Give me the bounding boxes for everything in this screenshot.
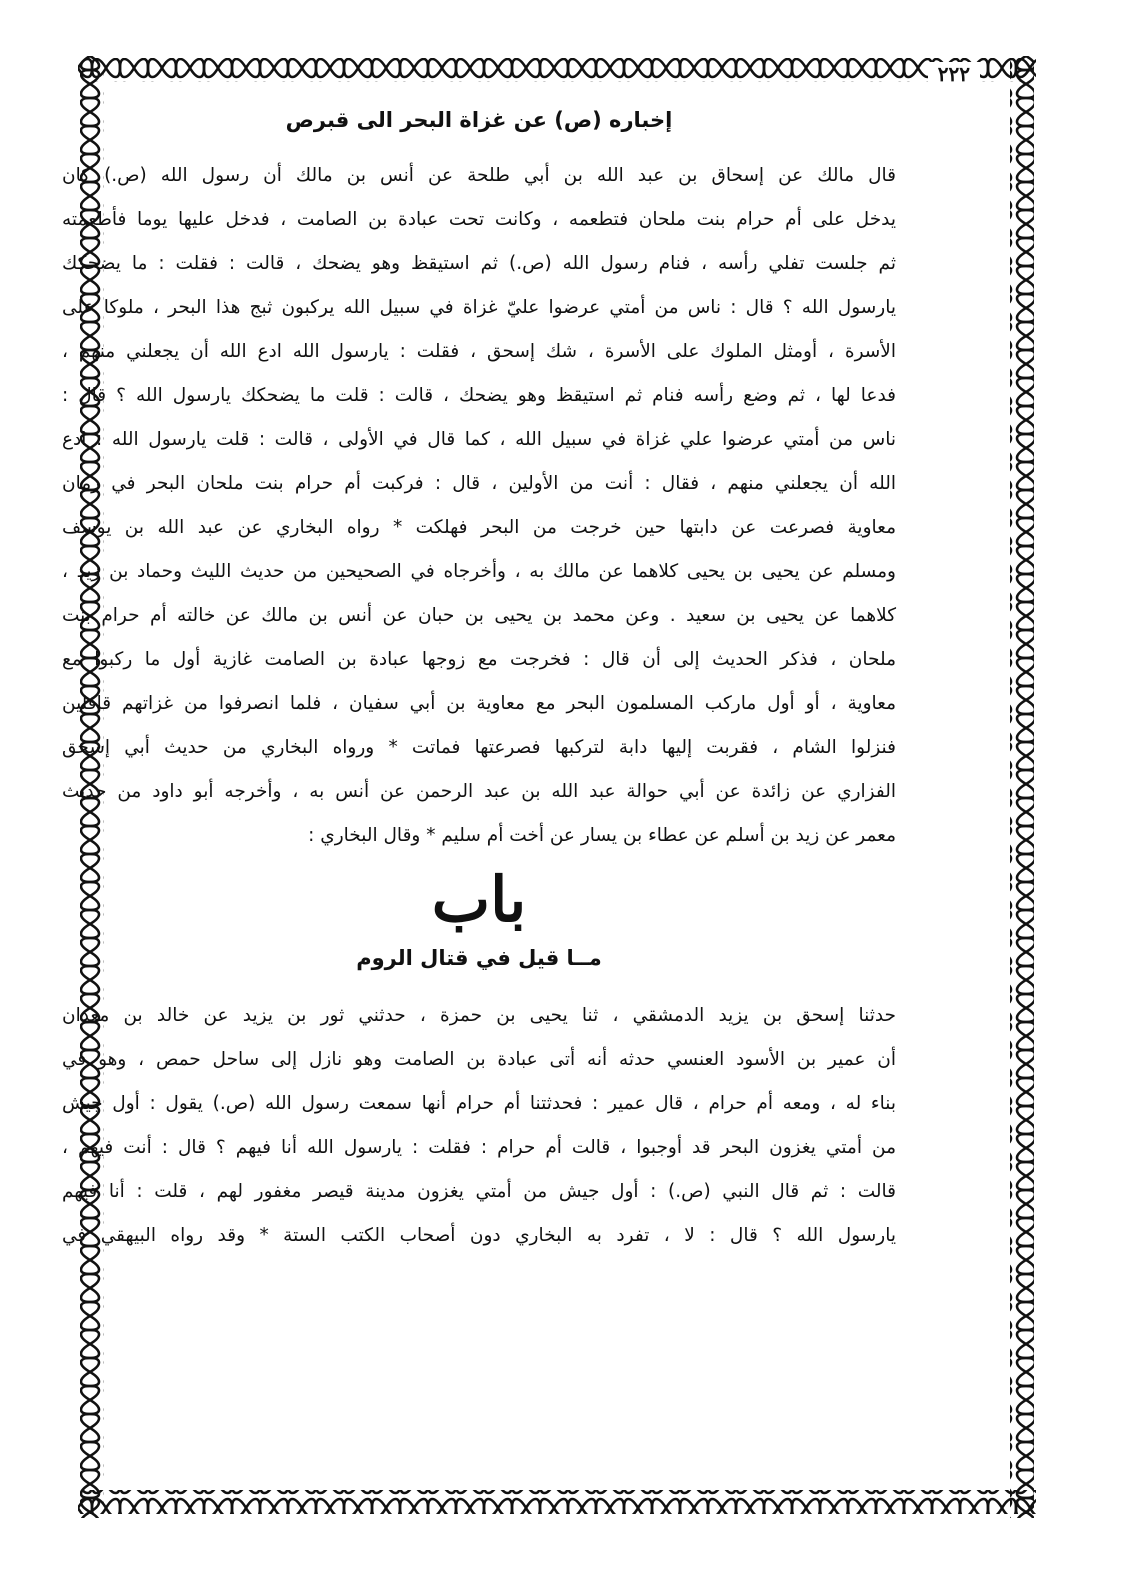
text-line: قالت : ثم قال النبي (ص.) : أول جيش من أمتي يغزون مدينة قيصر مغفور لهم ، قلت : أنا فيهم (62, 1181, 896, 1202)
text-line: ناس من أمتي عرضوا علي غزاة في سبيل الله ، كما قال في الأولى ، قالت : قلت يارسول الله : ادع (62, 429, 896, 450)
text-line: فدعا لها ، ثم وضع رأسه فنام ثم استيقظ وهو يضحك ، قالت : قلت ما يضحكك يارسول الله ؟ قال : (62, 385, 896, 406)
text-line: فنزلوا الشام ، فقربت إليها دابة لتركبها فصرعتها فماتت * ورواه البخاري من حديث أبي إسحق (62, 737, 896, 758)
text-line: الفزاري عن زائدة عن أبي حوالة عبد الله بن عبد الرحمن عن أنس به ، وأخرجه أبو داود من حديث (62, 781, 896, 802)
text-line: معاوية ، أو أول ماركب المسلمون البحر مع معاوية بن أبي سفيان ، فلما انصرفوا من غزاتهم قافلين (62, 693, 896, 714)
text-line: من أمتي يغزون البحر قد أوجبوا ، قالت أم حرام : فقلت : يارسول الله أنا فيهم ؟ قال : أنت فيهم ، (62, 1137, 896, 1158)
text-line: معمر عن زيد بن أسلم عن عطاء بن يسار عن أخت أم سليم * وقال البخاري : (308, 825, 896, 846)
text-line: معاوية فصرعت عن دابتها حين خرجت من البحر فهلكت * رواه البخاري عن عبد الله بن يوسف (62, 517, 896, 538)
text-line: بناء له ، ومعه أم حرام ، قال عمير : فحدثتنا أم حرام أنها سمعت رسول الله (ص.) يقول : أول جيش (62, 1093, 896, 1114)
text-line: ثم جلست تفلي رأسه ، فنام رسول الله (ص.) ثم استيقظ وهو يضحك ، قالت : فقلت : ما يضحكك (62, 253, 896, 274)
text-line: قال مالك عن إسحاق بن عبد الله بن أبي طلحة عن أنس بن مالك أن رسول الله (ص.) كان (62, 165, 896, 186)
text-line: الأسرة ، أومثل الملوك على الأسرة ، شك إسحق ، فقلت : يارسول الله ادع الله أن يجعلني منهم ، (62, 341, 896, 362)
section-heading-cyprus: إخباره (ص) عن غزاة البحر الى قبرص (285, 108, 673, 132)
text-line: الله أن يجعلني منهم ، فقال : أنت من الأولين ، قال : فركبت أم حرام بنت ملحان البحر في زمان (62, 473, 896, 494)
section-heading-rome: مــا قيل في قتال الروم (356, 946, 602, 970)
text-line: يارسول الله ؟ قال : ناس من أمتي عرضوا عليّ غزاة في سبيل الله يركبون ثبج هذا البحر ، ملوكا على (62, 297, 896, 318)
page-content (62, 108, 896, 1258)
paragraph-rome (62, 994, 896, 1258)
page-number: ٢٢٢ (928, 62, 980, 86)
text-line: يارسول الله ؟ قال : لا ، تفرد به البخاري دون أصحاب الكتب الستة * وقد رواه البيهقي في (62, 1225, 896, 1246)
bab-title: باب (431, 863, 527, 936)
text-line: حدثنا إسحق بن يزيد الدمشقي ، ثنا يحيى بن حمزة ، حدثني ثور بن يزيد عن خالد بن معدان (62, 1005, 896, 1026)
text-line: كلاهما عن يحيى بن سعيد . وعن محمد بن يحيى بن حبان عن أنس بن مالك عن خالته أم حرام بنت (62, 605, 896, 626)
text-line: ملحان ، فذكر الحديث إلى أن قال : فخرجت مع زوجها عبادة بن الصامت غازية أول ما ركبوا مع (62, 649, 896, 670)
text-line: يدخل على أم حرام بنت ملحان فتطعمه ، وكانت تحت عبادة بن الصامت ، فدخل عليها يوما فأطعمته (62, 209, 896, 230)
paragraph-cyprus (62, 154, 896, 858)
text-line: أن عمير بن الأسود العنسي حدثه أنه أتى عبادة بن الصامت وهو نازل إلى ساحل حمص ، وهو في (62, 1049, 896, 1070)
text-line: ومسلم عن يحيى بن يحيى كلاهما عن مالك به ، وأخرجاه في الصحيحين من حديث الليث وحماد بن زيد ، (62, 561, 896, 582)
